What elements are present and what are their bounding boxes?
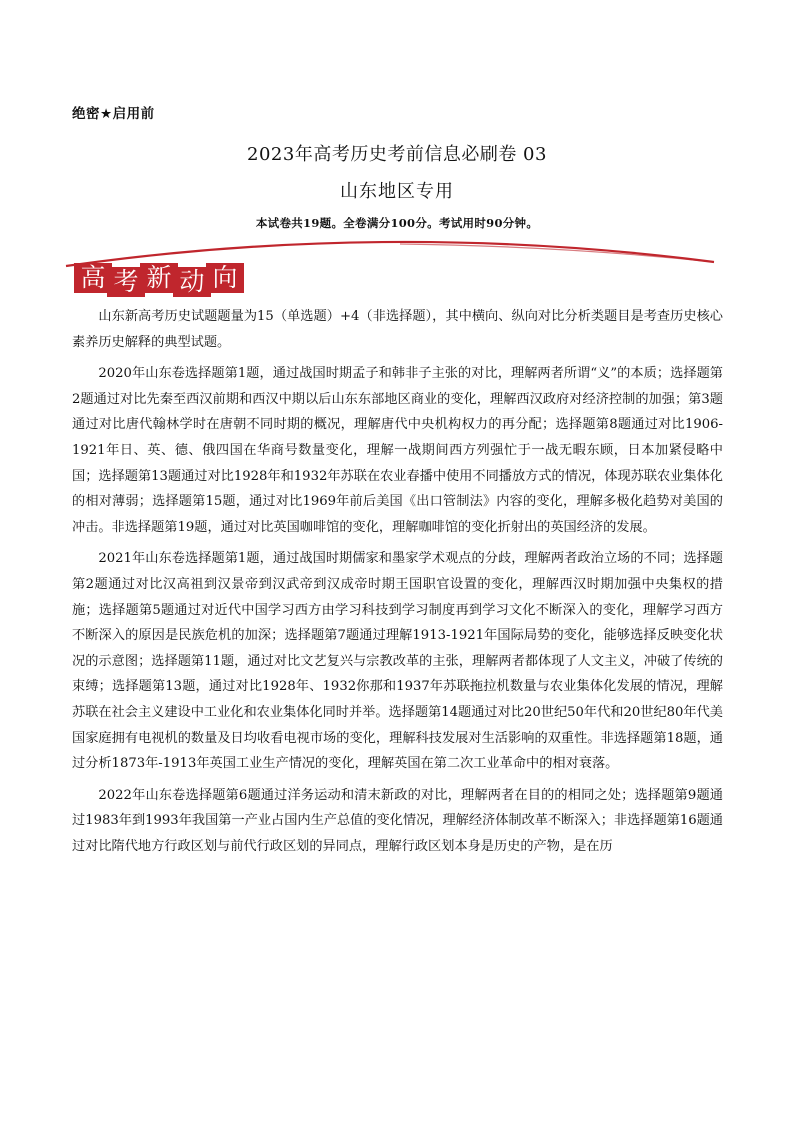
paragraph: 2022年山东卷选择题第6题通过洋务运动和清末新政的对比，理解两者在目的的相同之处；选择题第9题通过1983年到1993年我国第一产业占国内生产总值的变化情况，理解经济体制改革不断深入；非选择题第16题通过对比隋代地方行政区划与前代行政区划的异同点，理解行政区划本身是历史的产物，是在历 bbox=[72, 787, 723, 854]
badge-char: 高 bbox=[74, 263, 112, 293]
badge-char: 动 bbox=[173, 267, 211, 297]
section-badge bbox=[74, 263, 240, 297]
badge-char: 考 bbox=[107, 267, 145, 297]
paragraph: 2020年山东卷选择题第1题，通过战国时期孟子和韩非子主张的对比，理解两者所谓“义”的本质；选择题第2题通过对比先秦至西汉前期和西汉中期以后山东东部地区商业的变化，理解西汉政府对经济控制的加强；第3题通过对比唐代翰林学时在唐朝不同时期的概况，理解唐代中央机构权力的再分配；选择题第8题通过对比1906-1921年日、英、德、俄四国在华商号数量变化，理解一战期间西方列强忙于一战无暇东顾，日本加紧侵略中国；选择题第13题通过对比1928年和1932年苏联在农业春播中使用不同播放方式的情况，体现苏联农业集体化的相对薄弱；选择题第15题，通过对比1969年前后美国《出口管制法》内容的变化，理解多极化趋势对美国的冲击。非选择题第19题，通过对比英国咖啡馆的变化，理解咖啡馆的变化折射出的英国经济的发展。 bbox=[72, 366, 723, 535]
badge-char: 向 bbox=[206, 263, 244, 293]
page-subtitle: 山东地区专用 bbox=[340, 181, 454, 202]
paragraph: 山东新高考历史试题题量为15（单选题）+4（非选择题），其中横向、纵向对比分析类题目是考查历史核心素养历史解释的典型试题。 bbox=[72, 309, 723, 350]
exam-info: 本试卷共19题。全卷满分100分。考试用时90分钟。 bbox=[255, 216, 539, 230]
badge-char: 新 bbox=[140, 263, 178, 293]
page-title: 2023年高考历史考前信息必刷卷 03 bbox=[247, 144, 547, 165]
confidential-label: 绝密★启用前 bbox=[72, 106, 155, 122]
paragraph: 2021年山东卷选择题第1题，通过战国时期儒家和墨家学术观点的分歧，理解两者政治立场的不同；选择题第2题通过对比汉高祖到汉景帝到汉武帝到汉成帝时期王国职官设置的变化，理解西汉时期加强中央集权的措施；选择题第5题通过对近代中国学习西方由学习科技到学习制度再到学习文化不断深入的变化，理解学习西方不断深入的原因是民族危机的加深；选择题第7题通过理解1913-1921年国际局势的变化，能够选择反映变化状况的示意图；选择题第11题，通过对比文艺复兴与宗教改革的主张，理解两者都体现了人文主义，冲破了传统的束缚；选择题第13题，通过对比1928年、1932你那和1937年苏联拖拉机数量与农业集体化发展的情况，理解苏联在社会主义建设中工业化和农业集体化同时并举。选择题第14题通过对比20世纪50年代和20世纪80年代美国家庭拥有电视机的数量及日均收看电视市场的变化，理解科技发展对生活影响的双重性。非选择题第18题，通过分析1873年-1913年英国工业生产情况的变化，理解英国在第二次工业革命中的相对衰落。 bbox=[72, 551, 723, 772]
article-body bbox=[72, 304, 723, 865]
